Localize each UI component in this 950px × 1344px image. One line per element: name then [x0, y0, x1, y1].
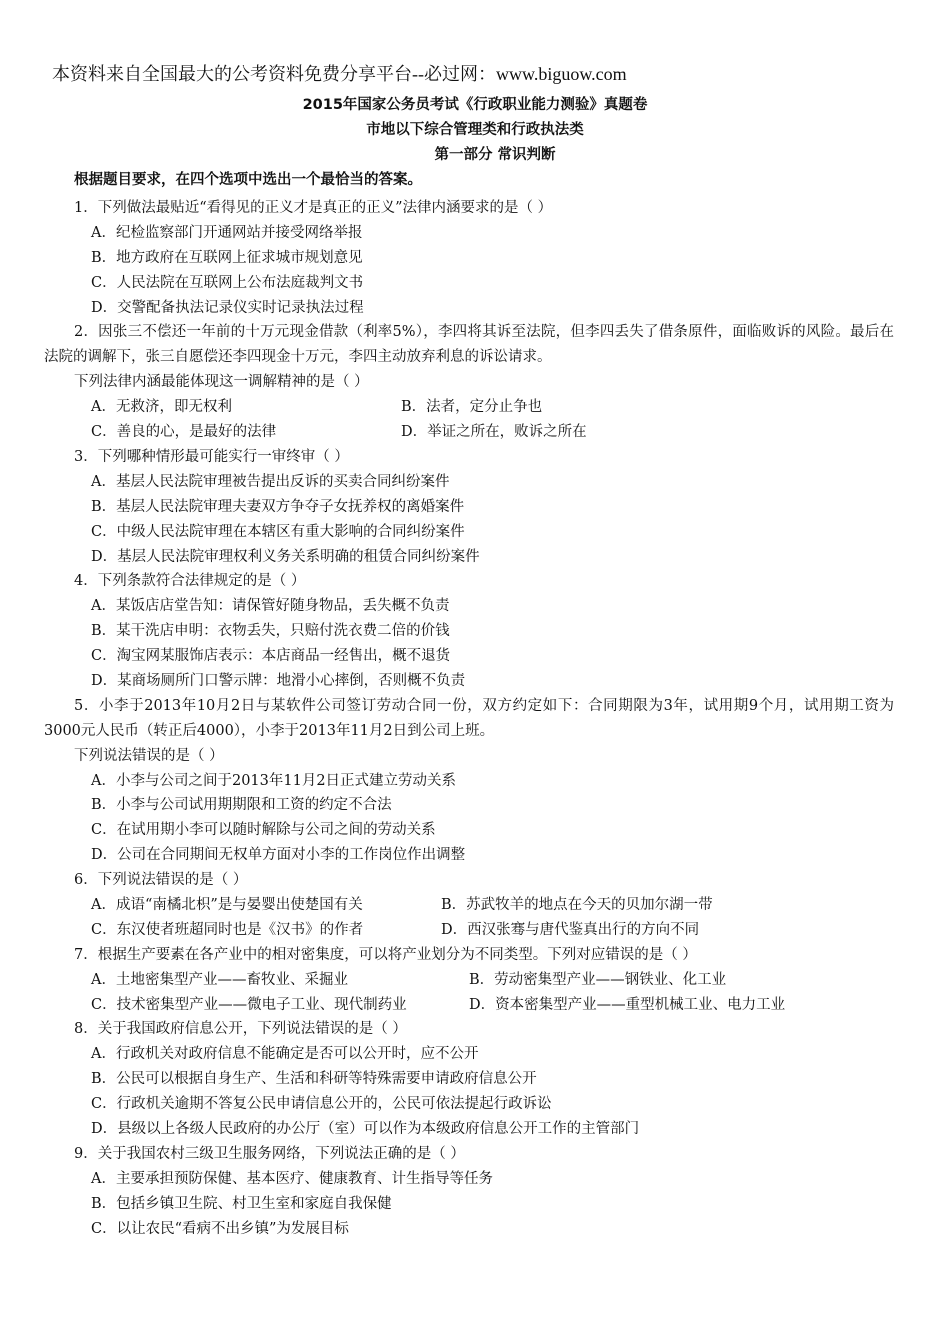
question-5-option-a: A．小李与公司之间于2013年11月2日正式建立劳动关系 [91, 772, 457, 789]
question-3-option-b: B．基层人民法院审理夫妻双方争夺子女抚养权的离婚案件 [91, 498, 465, 515]
question-2-option-d: D．举证之所在，败诉之所在 [401, 424, 587, 441]
question-8-stem: 8．关于我国政府信息公开，下列说法错误的是（ ） [74, 1021, 407, 1038]
question-4-option-b: B．某干洗店申明：衣物丢失，只赔付洗衣费二倍的价钱 [91, 623, 450, 640]
instruction: 根据题目要求，在四个选项中选出一个最恰当的答案。 [74, 172, 422, 188]
question-7-option-d: D．资本密集型产业——重型机械工业、电力工业 [469, 996, 786, 1013]
question-1-option-d: D．交警配备执法记录仪实时记录执法过程 [91, 299, 364, 316]
question-1-option-c: C．人民法院在互联网上公布法庭裁判文书 [91, 274, 364, 291]
question-2-stem: 下列法律内涵最能体现这一调解精神的是（ ） [74, 374, 369, 391]
question-2-option-a: A．无救济，即无权利 [91, 399, 232, 416]
question-8-option-a: A．行政机关对政府信息不能确定是否可以公开时，应不公开 [91, 1046, 479, 1063]
question-7-option-c: C．技术密集型产业——微电子工业、现代制药业 [91, 996, 407, 1013]
question-2-options-ab [0, 395, 950, 420]
question-1-option-b: B．地方政府在互联网上征求城市规划意见 [91, 249, 363, 266]
question-4-option-d: D．某商场厕所门口警示牌：地滑小心摔倒，否则概不负责 [91, 672, 466, 689]
question-4-stem: 4．下列条款符合法律规定的是（ ） [74, 573, 306, 590]
exam-title: 2015年国家公务员考试《行政职业能力测验》真题卷 [302, 97, 648, 113]
question-5-option-c: C．在试用期小李可以随时解除与公司之间的劳动关系 [91, 822, 436, 839]
question-9-stem: 9．关于我国农村三级卫生服务网络，下列说法正确的是（ ） [74, 1145, 465, 1162]
question-8-option-b: B．公民可以根据自身生产、生活和科研等特殊需要申请政府信息公开 [91, 1071, 537, 1088]
question-2-option-c: C．善良的心，是最好的法律 [91, 424, 277, 441]
question-3-option-c: C．中级人民法院审理在本辖区有重大影响的合同纠纷案件 [91, 523, 465, 540]
question-7-option-b: B．劳动密集型产业——钢铁业、化工业 [469, 971, 727, 988]
question-2-option-b: B．法者，定分止争也 [401, 399, 543, 416]
question-1-option-a: A．纪检监察部门开通网站并接受网络举报 [91, 224, 363, 241]
question-5-paragraph: 5．小李于2013年10月2日与某软件公司签订劳动合同一份，双方约定如下：合同期限为3年，试用期9个月，试用期工资为3000元人民币（转正后4000），小李于2013年11月2日到公司上班。 [44, 697, 894, 739]
question-6-option-d: D．西汉张骞与唐代鉴真出行的方向不同 [441, 921, 700, 938]
question-7-stem: 7．根据生产要素在各产业中的相对密集度，可以将产业划分为不同类型。下列对应错误的是（ ） [74, 946, 697, 963]
question-7-options-ab [0, 968, 950, 993]
question-7-options-cd [0, 993, 950, 1018]
question-3-option-a: A．基层人民法院审理被告提出反诉的买卖合同纠纷案件 [91, 473, 450, 490]
question-6-option-b: B．苏武牧羊的地点在今天的贝加尔湖一带 [441, 897, 713, 913]
question-5-stem: 下列说法错误的是（ ） [74, 747, 224, 764]
question-2-paragraph: 2．因张三不偿还一年前的十万元现金借款（利率5%），李四将其诉至法院，但李四丢失了借条原件，面临败诉的风险。最后在法院的调解下，张三自愿偿还李四现金十万元，李四主动放弃利息的诉讼请求。 [44, 324, 894, 366]
question-6-option-a: A．成语“南橘北枳”是与晏婴出使楚国有关 [91, 897, 363, 913]
question-4-option-c: C．淘宝网某服饰店表示：本店商品一经售出，概不退货 [91, 648, 451, 665]
exam-subtitle: 市地以下综合管理类和行政执法类 [366, 122, 584, 138]
question-3-option-d: D．基层人民法院审理权利义务关系明确的租赁合同纠纷案件 [91, 548, 480, 565]
question-7-option-a: A．土地密集型产业——畜牧业、采掘业 [91, 971, 348, 988]
question-6-options-cd [0, 918, 950, 943]
question-8-option-d: D．县级以上各级人民政府的办公厅（室）可以作为本级政府信息公开工作的主管部门 [91, 1121, 640, 1138]
question-1-stem: 1．下列做法最贴近“看得见的正义才是真正的正义”法律内涵要求的是（ ） [74, 200, 553, 216]
question-3-stem: 3．下列哪种情形最可能实行一审终审（ ） [74, 448, 349, 465]
question-4-option-a: A．某饭店店堂告知：请保管好随身物品，丢失概不负责 [91, 598, 450, 615]
question-6-options-ab [0, 893, 950, 918]
question-list [0, 196, 950, 1241]
question-9-option-a: A．主要承担预防保健、基本医疗、健康教育、计生指导等任务 [91, 1170, 493, 1187]
question-5-option-d: D．公司在合同期间无权单方面对小李的工作岗位作出调整 [91, 847, 466, 864]
question-6-stem: 6．下列说法错误的是（ ） [74, 872, 248, 889]
question-9-option-b: B．包括乡镇卫生院、村卫生室和家庭自我保健 [91, 1195, 392, 1212]
question-6-option-c: C．东汉使者班超同时也是《汉书》的作者 [91, 921, 364, 938]
source-line: 本资料来自全国最大的公考资料免费分享平台--必过网：www.biguow.com [52, 64, 627, 84]
question-2-options-cd [0, 420, 950, 445]
question-9-option-c: C．以让农民“看病不出乡镇”为发展目标 [91, 1220, 349, 1237]
question-5-option-b: B．小李与公司试用期期限和工资的约定不合法 [91, 797, 392, 814]
question-8-option-c: C．行政机关逾期不答复公民申请信息公开的，公民可依法提起行政诉讼 [91, 1096, 552, 1113]
part-heading: 第一部分 常识判断 [434, 147, 556, 163]
